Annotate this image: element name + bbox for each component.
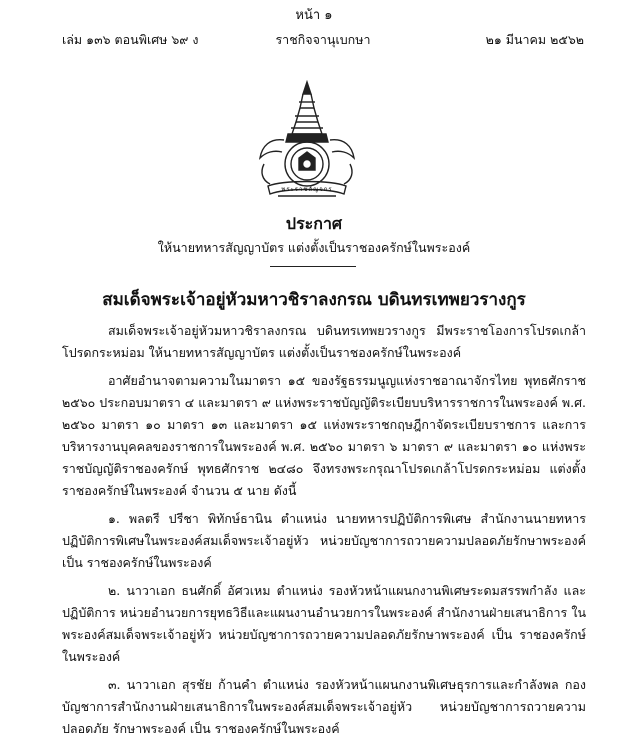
issue-date: ๒๑ มีนาคม ๒๕๖๒: [485, 32, 584, 47]
announcement-body: [62, 320, 586, 746]
gazette-header: [62, 30, 584, 48]
emblem-motto: พระราชลัญจกร: [281, 186, 333, 193]
royal-crown-emblem-icon: [254, 80, 360, 206]
volume-issue: เล่ม ๑๓๖ ตอนพิเศษ ๖๙ ง: [62, 32, 199, 47]
paragraph: สมเด็จพระเจ้าอยู่หัวมหาวชิราลงกรณ บดินทรเทพยวรางกูร มีพระราชโองการโปรดเกล้าโปรดกระหม่อม ให้นายทหารสัญญาบัตร แต่งตั้งเป็นราชองครักษ์ในพระองค์: [62, 323, 586, 360]
paragraph: ๓. นาวาเอก สุรชัย ก้านคำ ตำแหน่ง รองหัวหน้าแผนกงานพิเศษธุรการและกำลังพล กองบัญชาการสำนักงานฝ่ายเสนาธิการในพระองค์สมเด็จพระเจ้าอยู่หัว หน่วยบัญชาการถวายความปลอดภัย รักษาพระองค์ เป็น ราชองครักษ์ในพระองค์: [62, 677, 586, 736]
announcement-title: ประกาศ: [285, 214, 343, 233]
title-divider: [270, 266, 356, 267]
page-number: หน้า ๑: [295, 8, 333, 23]
paragraph: ๑. พลตรี ปรีชา พิทักษ์ธานิน ตำแหน่ง นายทหารปฏิบัติการพิเศษ สำนักงานนายทหาร ปฏิบัติการพิเศษในพระองค์สมเด็จพระเจ้าอยู่หัว หน่วยบัญชาการถวายความปลอดภัยรักษาพระองค์ เป็น ราชองครักษ์ในพระองค์: [62, 511, 586, 570]
gazette-name: ราชกิจจานุเบกษา: [275, 32, 371, 47]
announcement-subtitle: ให้นายทหารสัญญาบัตร แต่งตั้งเป็นราชองครักษ์ในพระองค์: [157, 240, 471, 255]
paragraph: อาศัยอำนาจตามความในมาตรา ๑๕ ของรัฐธรรมนูญแห่งราชอาณาจักรไทย พุทธศักราช ๒๕๖๐ ประกอบมาตรา ๔ และมาตรา ๙ แห่งพระราชบัญญัติระเบียบบริหารราชการในพระองค์ พ.ศ. ๒๕๖๐ มาตรา ๑๐ มาตรา ๑๓ และมาตรา ๑๕ แห่งพระราชกฤษฎีกาจัดระเบียบราชการ และการบริหารงานบุคคลของราชการในพระองค์ พ.ศ. ๒๕๖๐ มาตรา ๖ มาตรา ๙ และมาตรา ๑๐ แห่งพระราชบัญญัติราชองครักษ์ พุทธศักราช ๒๔๘๐ จึงทรงพระกรุณาโปรดเกล้าโปรดกระหม่อม แต่งตั้งราชองครักษ์ในพระองค์ จำนวน ๕ นาย ดังนี้: [62, 373, 586, 498]
royal-name: สมเด็จพระเจ้าอยู่หัวมหาวชิราลงกรณ บดินทรเทพยวรางกูร: [102, 290, 526, 310]
paragraph: ๒. นาวาเอก ธนศักดิ์ อัศวเหม ตำแหน่ง รองหัวหน้าแผนกงานพิเศษระดมสรรพกำลัง และปฏิบัติการ หน่วยอำนวยการยุทธวิธีและแผนงานอำนวยการในพระองค์ สำนักงานฝ่ายเสนาธิการ ในพระองค์สมเด็จพระเจ้าอยู่หัว หน่วยบัญชาการถวายความปลอดภัยรักษาพระองค์ เป็น ราชองครักษ์ ในพระองค์: [62, 583, 586, 664]
